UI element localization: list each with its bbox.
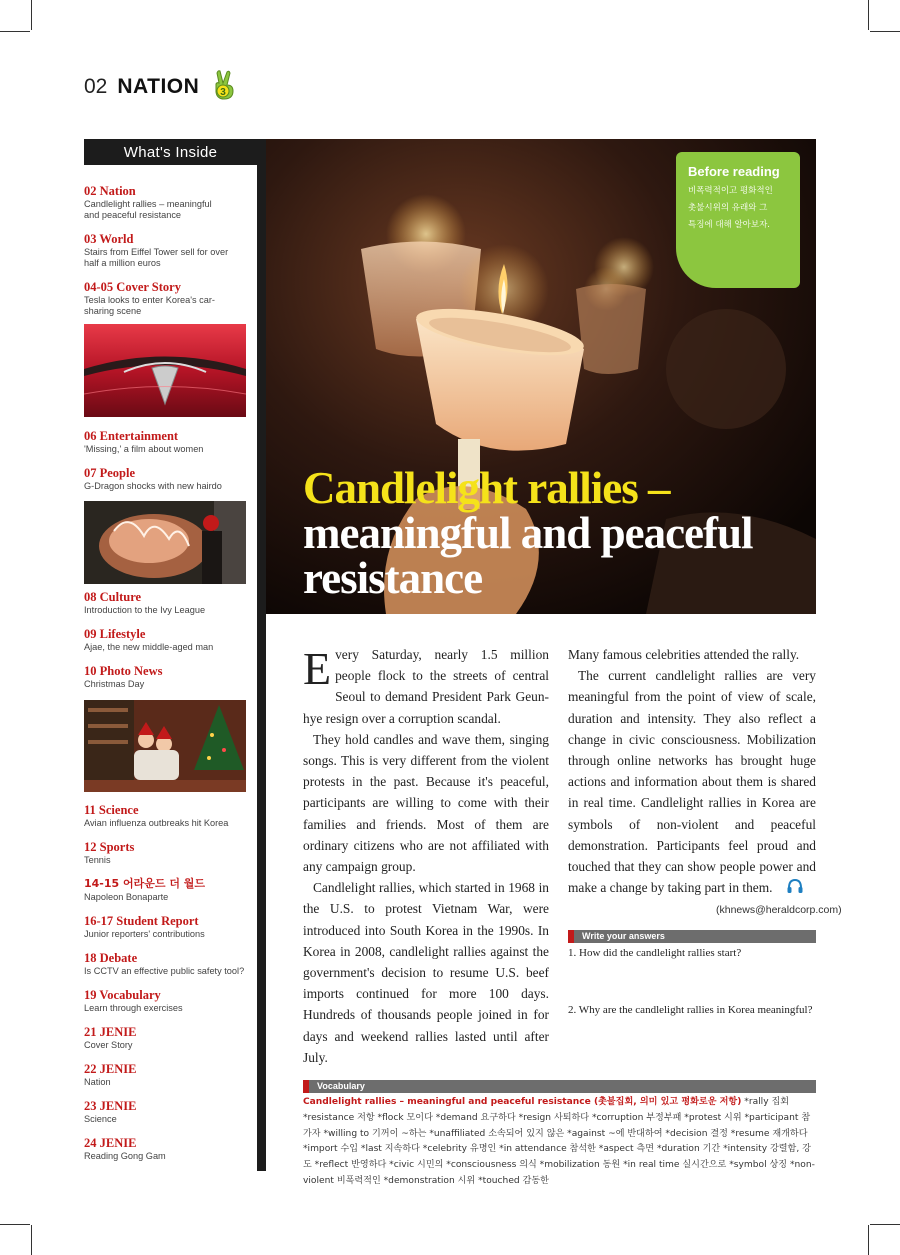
toc-item-title: 02 Nation xyxy=(84,184,136,198)
article-paragraph: They hold candles and wave them, singing songs. This is very different from the violent protests in the past. Because it's peaceful, participants are willing to come with their families and friends. Most of them are ordinary citizens who are not affiliated with any campaign group. xyxy=(303,731,549,875)
vocabulary-terms: *rally 집회 *resistance 저항 *flock 모이다 *demand 요구하다 *resign 사퇴하다 *corruption 부정부패 *protest 시위 *participant 참가자 *willing to 기꺼이 ~하는 *unaffiliated 소속되어 있지 않은 *against ~에 반대하여 *decision 결정 *resume 재개하다 *import 수입 *last 지속하다 *celebrity 유명인 *in attendance 참석한 *aspect 측면 *duration 기간 *intensity 강렬함, 강도 *reflect 반영하다 *civic 시민의 *consciousness 의식 *mobilization 동원 *in real time 실시간으로 *symbol 상징 *non-violent 비폭력적인 *demonstration 시위 *touched 감동한 xyxy=(303,1097,815,1186)
toc-item-title: 22 JENIE xyxy=(84,1062,137,1076)
vocabulary-headline-term: Candlelight rallies – meaningful and peaceful resistance (촛불집회, 의미 있고 평화로운 저항) xyxy=(303,1097,742,1107)
toc-item-desc: Science xyxy=(84,1114,117,1124)
toc-item-desc: Avian influenza outbreaks hit Korea xyxy=(84,818,229,828)
toc-item-desc: Tesla looks to enter Korea's car-sharing scene xyxy=(84,295,215,316)
accent-bar xyxy=(303,1080,309,1093)
toc-item-title: 18 Debate xyxy=(84,951,138,965)
toc-item-jenie-21[interactable] xyxy=(84,1025,252,1051)
crop-mark xyxy=(870,1224,900,1225)
toc-item-title: 08 Culture xyxy=(84,590,142,604)
toc-item-photo-news[interactable] xyxy=(84,664,252,690)
toc-item-title: 14-15 어라운드 더 월드 xyxy=(84,877,206,890)
before-reading-line: 특징에 대해 알아보자. xyxy=(688,220,771,230)
question-1: 1. How did the candlelight rallies start? xyxy=(568,947,742,959)
toc-item-around-the-world[interactable] xyxy=(84,877,252,903)
before-reading-title: Before reading xyxy=(688,164,780,179)
article-headline xyxy=(303,463,813,603)
question-2: 2. Why are the candlelight rallies in Korea meaningful? xyxy=(568,1004,813,1016)
vocabulary-title: Vocabulary xyxy=(317,1081,365,1091)
article-paragraph: Every Saturday, nearly 1.5 million people flock to the streets of central Seoul to demand President Park Geun-hye resign over a corruption scandal. xyxy=(303,643,549,726)
crop-mark xyxy=(0,31,30,32)
toc-item-title: 23 JENIE xyxy=(84,1099,137,1113)
toc-item-title: 12 Sports xyxy=(84,840,135,854)
toc-item-desc: Napoleon Bonaparte xyxy=(84,892,169,902)
crop-mark xyxy=(870,31,900,32)
toc-item-title: 06 Entertainment xyxy=(84,429,179,443)
before-reading-line: 비폭력적이고 평화적인 xyxy=(688,186,773,196)
toc-item-title: 11 Science xyxy=(84,803,139,817)
article-paragraph: Candlelight rallies, which started in 1968 in the U.S. to protest Vietnam War, were introduced into South Korea in the 1990s. In Korea in 2008, candlelight rallies against the government's decision to resume U.S. beef imports continued for more 100 days. Hundreds of thousands people joined in for days and weekend rallies lasted until after July. xyxy=(303,880,549,1065)
crop-mark xyxy=(31,1225,32,1255)
toc-item-debate[interactable] xyxy=(84,951,252,977)
headline-line: meaningful and peaceful xyxy=(303,508,753,558)
toc-item-world[interactable] xyxy=(84,232,252,269)
christmas-thumbnail-image xyxy=(84,700,246,792)
toc-item-title: 04-05 Cover Story xyxy=(84,280,181,294)
crop-mark xyxy=(0,1224,30,1225)
toc-item-vocabulary[interactable] xyxy=(84,988,252,1014)
victory-hand-logo-icon xyxy=(211,69,241,106)
toc-item-desc: Is CCTV an effective public safety tool? xyxy=(84,966,245,976)
toc-heading: What's Inside xyxy=(84,139,257,165)
page-number: 02 xyxy=(84,75,108,98)
toc-item-nation[interactable] xyxy=(84,184,252,221)
toc-item-desc: 'Missing,' a film about women xyxy=(84,444,204,454)
article-column-left xyxy=(303,644,549,1068)
write-answers-title: Write your answers xyxy=(582,931,665,941)
gdragon-thumbnail-image xyxy=(84,501,246,584)
headline-line: Candlelight rallies – xyxy=(303,463,670,513)
crop-mark xyxy=(31,0,32,30)
toc-item-title: 16-17 Student Report xyxy=(84,914,199,928)
toc-item-title: 03 World xyxy=(84,232,134,246)
before-reading-box xyxy=(676,152,800,288)
toc-item-desc: Candlelight rallies – meaningful and peaceful resistance xyxy=(84,199,212,220)
toc-item-title: 19 Vocabulary xyxy=(84,988,161,1002)
article-paragraph: The current candlelight rallies are very meaningful from the point of view of scale, duration and intensity. They also reflect a change in civic consciousness. Mobilization through online networks has brought huge actions and information about them is shared in real time. Candlelight rallies in Korea are symbols of non-violent and peaceful demonstration. Participants feel proud and touched that they can show people power and make a change by taking part in them. xyxy=(568,665,816,900)
write-answers-bar xyxy=(568,930,816,943)
crop-mark xyxy=(868,0,869,30)
toc-item-desc: G-Dragon shocks with new hairdo xyxy=(84,481,222,491)
accent-bar xyxy=(568,930,574,943)
toc-item-desc: Junior reporters' contributions xyxy=(84,929,205,939)
logo-digit: 3 xyxy=(220,86,227,98)
toc-item-jenie-23[interactable] xyxy=(84,1099,252,1125)
toc-item-title: 07 People xyxy=(84,466,136,480)
toc-item-jenie-22[interactable] xyxy=(84,1062,252,1088)
toc-item-title: 21 JENIE xyxy=(84,1025,137,1039)
toc-item-desc: Christmas Day xyxy=(84,679,145,689)
toc-item-desc: Introduction to the Ivy League xyxy=(84,605,206,615)
toc-item-culture[interactable] xyxy=(84,590,252,616)
toc-item-desc: Learn through exercises xyxy=(84,1003,183,1013)
author-email: (khnews@heraldcorp.com) xyxy=(716,904,842,916)
vocabulary-bar xyxy=(303,1080,816,1093)
article-paragraph: Many famous celebrities attended the rally. xyxy=(568,647,800,662)
toc-item-desc: Tennis xyxy=(84,855,111,865)
toc-item-cover-story[interactable] xyxy=(84,280,252,317)
toc-item-desc: Ajae, the new middle-aged man xyxy=(84,642,214,652)
toc-item-jenie-24[interactable] xyxy=(84,1136,252,1162)
headphones-icon[interactable] xyxy=(776,878,804,900)
toc-item-science[interactable] xyxy=(84,803,252,829)
toc-item-desc: Nation xyxy=(84,1077,111,1087)
before-reading-text xyxy=(688,183,800,234)
toc-item-sports[interactable] xyxy=(84,840,252,866)
toc-item-people[interactable] xyxy=(84,466,252,492)
drop-cap: E xyxy=(303,643,332,694)
crop-mark xyxy=(868,1225,869,1255)
tesla-thumbnail-image xyxy=(84,324,246,417)
page-header xyxy=(84,72,241,102)
toc-item-title: 09 Lifestyle xyxy=(84,627,146,641)
section-title: NATION xyxy=(117,75,200,98)
toc-item-desc: Reading Gong Gam xyxy=(84,1151,166,1161)
toc-item-lifestyle[interactable] xyxy=(84,627,252,653)
vocabulary-list xyxy=(303,1095,816,1190)
toc-item-desc: Cover Story xyxy=(84,1040,133,1050)
toc-item-title: 24 JENIE xyxy=(84,1136,137,1150)
toc-item-desc: Stairs from Eiffel Tower sell for over half a million euros xyxy=(84,247,229,268)
toc-item-title: 10 Photo News xyxy=(84,664,163,678)
table-of-contents xyxy=(84,139,266,1171)
article-column-right xyxy=(568,644,816,900)
headline-line: resistance xyxy=(303,553,483,603)
toc-item-student-report[interactable] xyxy=(84,914,252,940)
toc-item-entertainment[interactable] xyxy=(84,429,252,455)
before-reading-line: 촛불시위의 유래와 그 xyxy=(688,203,768,213)
